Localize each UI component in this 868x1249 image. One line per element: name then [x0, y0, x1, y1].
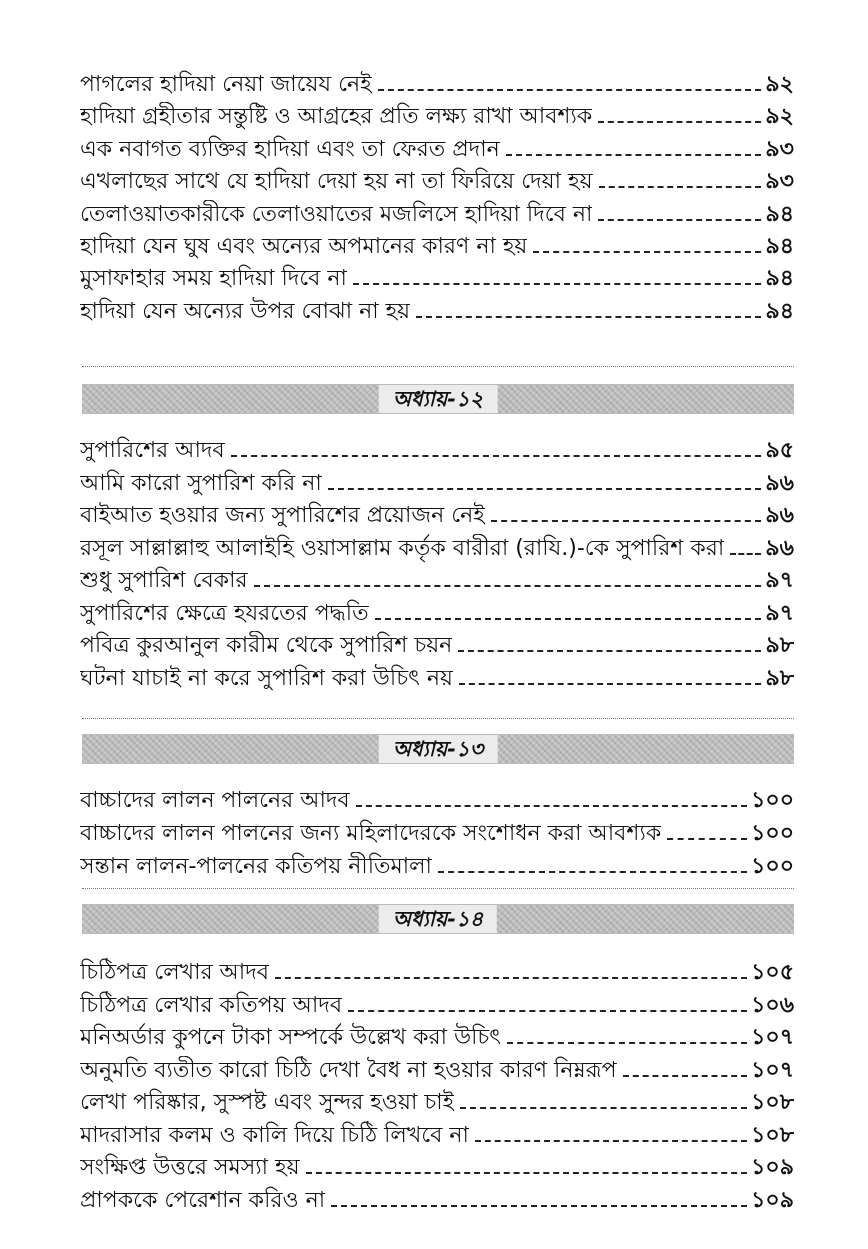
toc-entry-title: হাদিয়া যেন ঘুষ এবং অন্যের অপমানের কারণ না হয় — [80, 234, 528, 259]
toc-entry-title: সুপারিশের ক্ষেত্রে হযরতের পদ্ধতি — [80, 600, 369, 626]
section-divider — [82, 718, 794, 719]
dash-leader — [506, 154, 762, 156]
toc-entry-title: তেলাওয়াতকারীকে তেলাওয়াতের মজলিসে হাদিয়া দিবে না — [80, 201, 593, 227]
toc-entry-title: এখলাছের সাথে যে হাদিয়া দেয়া হয় না তা ফিরিয়ে দেয়া হয় — [80, 169, 593, 195]
toc-entry-page-number: ৯৫ — [765, 438, 794, 463]
toc-entry-title: হাদিয়া গ্রহীতার সন্তুষ্টি ও আগ্রহের প্রতি লক্ষ্য রাখা আবশ্যক — [80, 104, 593, 130]
toc-entry-title: সন্তান লালন-পালনের কতিপয় নীতিমালা — [80, 854, 432, 879]
toc-entry-page-number: ৯৬ — [765, 470, 794, 496]
toc-entry-page-number: ৯৩ — [765, 169, 794, 195]
dash-leader — [458, 650, 761, 652]
dash-leader — [231, 455, 762, 457]
toc-entry-title: সুপারিশের আদব — [80, 438, 225, 463]
toc-entry-title: মাদরাসার কলম ও কালি দিয়ে চিঠি লিখবে না — [80, 1122, 469, 1148]
toc-entry-page-number: ১০৬ — [751, 992, 794, 1018]
chapter-heading-band — [82, 734, 794, 764]
toc-entry-page-number: ৯৮ — [765, 633, 794, 658]
toc-entry[interactable] — [80, 1084, 794, 1118]
toc-entry[interactable] — [80, 1182, 794, 1216]
dash-leader — [491, 520, 762, 522]
toc-entry[interactable] — [80, 1117, 794, 1151]
toc-entry-title: আমি কারো সুপারিশ করি না — [80, 470, 322, 496]
chapter-heading: অধ্যায়-১৪ — [379, 905, 497, 933]
toc-entry-title: শুধু সুপারিশ বেকার — [80, 568, 248, 593]
toc-entry-page-number: ১০৮ — [751, 1122, 794, 1148]
toc-entry-title: পাগলের হাদিয়া নেয়া জায়েয নেই — [80, 72, 372, 97]
toc-entry[interactable] — [80, 562, 794, 596]
toc-entry-page-number: ১০০ — [751, 821, 794, 846]
toc-entry[interactable] — [80, 131, 794, 165]
dash-leader — [599, 186, 762, 188]
toc-entry-title: বাচ্চাদের লালন পালনের আদব — [80, 788, 350, 813]
dash-leader — [730, 553, 761, 555]
toc-entry-title: হাদিয়া যেন অন্যের উপর বোঝা না হয় — [80, 298, 411, 324]
toc-entry-title: লেখা পরিষ্কার, সুস্পষ্ট এবং সুন্দর হওয়া চাই — [80, 1090, 455, 1115]
toc-entry-page-number: ১০৭ — [751, 1057, 794, 1083]
toc-entry-page-number: ৯২ — [765, 72, 794, 97]
toc-entry-page-number: ৯৭ — [765, 600, 794, 626]
toc-entry-title: ঘটনা যাচাই না করে সুপারিশ করা উচিৎ নয় — [80, 665, 453, 691]
toc-entry-title: অনুমতি ব্যতীত কারো চিঠি দেখা বৈধ না হওয়ার কারণ নিম্নরূপ — [80, 1057, 617, 1083]
chapter-heading-band — [82, 904, 794, 934]
toc-entry-page-number: ১০০ — [751, 854, 794, 879]
toc-entry[interactable] — [80, 595, 794, 629]
toc-entry[interactable] — [80, 660, 794, 694]
toc-entry[interactable] — [80, 98, 794, 132]
toc-entry-title: রসূল সাল্লাল্লাহু আলাইহি ওয়াসাল্লাম কর্তৃক বারীরা (রাযি.)-কে সুপারিশ করা — [80, 535, 725, 561]
toc-entry-page-number: ১০৫ — [751, 960, 794, 985]
dash-leader — [667, 838, 747, 840]
toc-entry-title: সংক্ষিপ্ত উত্তরে সমস্যা হয় — [80, 1155, 300, 1180]
dash-leader — [623, 1075, 748, 1077]
toc-entry-page-number: ৯২ — [765, 104, 794, 130]
toc-entry-page-number: ১০০ — [751, 788, 794, 813]
toc-entry[interactable] — [80, 497, 794, 531]
chapter-heading: অধ্যায়-১২ — [379, 385, 498, 413]
toc-entry[interactable] — [80, 432, 794, 466]
toc-entry[interactable] — [80, 987, 794, 1021]
dash-leader — [378, 89, 762, 91]
toc-entry-title: বাচ্চাদের লালন পালনের জন্য মহিলাদেরকে সংশোধন করা আবশ্যক — [80, 821, 662, 846]
toc-entry[interactable] — [80, 848, 794, 882]
toc-entry[interactable] — [80, 627, 794, 661]
dash-leader — [507, 1042, 747, 1044]
dash-leader — [416, 316, 761, 318]
toc-entry[interactable] — [80, 196, 794, 230]
toc-entry-page-number: ৯৬ — [765, 535, 794, 561]
dash-leader — [475, 1140, 747, 1142]
toc-entry-title: চিঠিপত্র লেখার আদব — [80, 960, 270, 985]
dash-leader — [348, 1010, 747, 1012]
toc-entry-page-number: ৯৩ — [765, 136, 794, 162]
toc-entry-page-number: ৯৪ — [765, 234, 794, 259]
toc-entry-page-number: ১০৯ — [751, 1155, 794, 1180]
dash-leader — [254, 585, 762, 587]
dash-leader — [598, 219, 761, 221]
dash-leader — [328, 488, 762, 490]
toc-entry[interactable] — [80, 530, 794, 564]
toc-entry[interactable] — [80, 1149, 794, 1183]
toc-entry-page-number: ৯৪ — [765, 266, 794, 292]
toc-entry[interactable] — [80, 1019, 794, 1053]
toc-entry-page-number: ৯৪ — [765, 201, 794, 227]
toc-entry-page-number: ১০৯ — [751, 1187, 794, 1213]
toc-entry[interactable] — [80, 465, 794, 499]
toc-entry[interactable] — [80, 163, 794, 197]
toc-entry[interactable] — [80, 782, 794, 816]
dash-leader — [533, 251, 761, 253]
toc-entry-title: এক নবাগত ব্যক্তির হাদিয়া এবং তা ফেরত প্রদান — [80, 136, 500, 162]
toc-entry-title: মনিঅর্ডার কুপনে টাকা সম্পর্কে উল্লেখ করা উচিৎ — [80, 1025, 502, 1050]
dash-leader — [356, 805, 747, 807]
toc-entry[interactable] — [80, 815, 794, 849]
dash-leader — [460, 1107, 747, 1109]
dash-leader — [438, 871, 747, 873]
dash-leader — [598, 121, 761, 123]
dash-leader — [353, 283, 762, 285]
section-divider — [82, 888, 794, 889]
dash-leader — [306, 1172, 748, 1174]
toc-entry-page-number: ৯৮ — [765, 665, 794, 691]
toc-entry-title: মুসাফাহার সময় হাদিয়া দিবে না — [80, 266, 347, 292]
toc-entry[interactable] — [80, 954, 794, 988]
toc-entry-page-number: ৯৬ — [765, 503, 794, 528]
chapter-heading-band — [82, 384, 794, 414]
toc-entry[interactable] — [80, 1052, 794, 1086]
toc-entry-title: চিঠিপত্র লেখার কতিপয় আদব — [80, 992, 343, 1018]
dash-leader — [275, 977, 747, 979]
dash-leader — [375, 618, 762, 620]
toc-entry-page-number: ৯৪ — [765, 298, 794, 324]
toc-entry-title: প্রাপককে পেরেশান করিও না — [80, 1187, 326, 1213]
toc-entry-page-number: ৯৭ — [765, 568, 794, 593]
toc-entry[interactable] — [80, 293, 794, 327]
toc-entry-title: বাইআত হওয়ার জন্য সুপারিশের প্রয়োজন নেই — [80, 503, 485, 528]
toc-entry[interactable] — [80, 66, 794, 100]
chapter-heading: অধ্যায়-১৩ — [379, 735, 498, 763]
toc-entry-page-number: ১০৭ — [751, 1025, 794, 1050]
toc-entry-page-number: ১০৮ — [751, 1090, 794, 1115]
toc-entry[interactable] — [80, 228, 794, 262]
dash-leader — [331, 1205, 747, 1207]
dash-leader — [459, 683, 762, 685]
section-divider — [82, 366, 794, 367]
toc-entry-title: পবিত্র কুরআনুল কারীম থেকে সুপারিশ চয়ন — [80, 633, 453, 658]
toc-entry[interactable] — [80, 260, 794, 294]
